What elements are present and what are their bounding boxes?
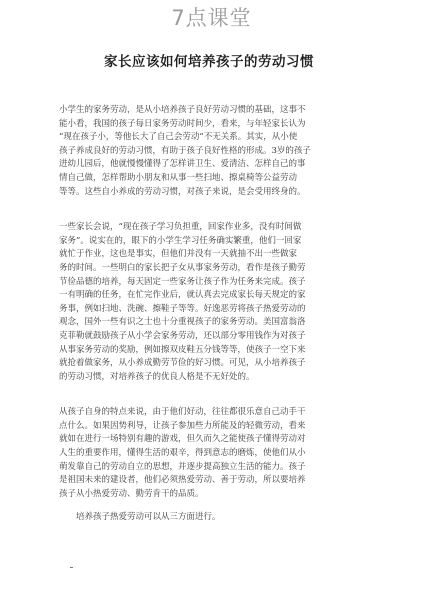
closing-line: 培养孩子热爱劳动可以从三方面进行。 bbox=[76, 512, 221, 523]
paragraph-line: 等等。这些自小养成的劳动习惯，对孩子来说，是会受用终身的。 bbox=[59, 186, 306, 197]
paragraph-line: 就抢着做家务，从小养成勤劳节俭的好习惯。可见，从小培养孩子 bbox=[59, 358, 306, 369]
paragraph-line: 的劳动习惯，对培养孩子的优良人格是不无好处的。 bbox=[59, 371, 255, 382]
paragraph-line: 一有明确的任务，在忙完作业后，就认真去完成家长每天规定的家 bbox=[59, 290, 306, 301]
paragraph-line: 人生的重要作用，懂得生活的艰辛，得到意志的磨炼，使他们从小 bbox=[59, 448, 306, 459]
body-paragraph bbox=[59, 104, 359, 199]
paragraph-line: 孩子养成良好的劳动习惯，有助于孩子良好性格的形成。3岁的孩子 bbox=[59, 145, 311, 156]
paragraph-line: 孩子从小热爱劳动、勤劳肯干的品质。 bbox=[59, 488, 204, 499]
paragraph-line: 节俭品德的培养，每天固定一些家务让孩子作为任务来完成。孩子 bbox=[59, 276, 306, 287]
paragraph-line: 一些家长会说，“现在孩子学习负担重，回家作业多，没有时间做 bbox=[59, 222, 302, 233]
paragraph-line: 就如在进行一场特别有趣的游戏，但久而久之能使孩子懂得劳动对 bbox=[59, 434, 306, 445]
paragraph-line: 观念，国外一些有识之士也十分重视孩子的家务劳动。美国富翁洛 bbox=[59, 317, 306, 328]
paragraph-line: 萌发靠自己的劳动自立的思想，并逐步提高独立生活的能力。孩子 bbox=[59, 461, 306, 472]
paragraph-line: 务事，例如扫地、洗碗、擦鞋子等等。好逸恶劳将孩子热爱劳动的 bbox=[59, 303, 306, 314]
paragraph-line: 情自己做，怎样帮助小朋友和从事一些扫地、擦桌椅等公益劳动 bbox=[59, 172, 298, 183]
paragraph-line: 从事家务劳动的奖励，例如擦双皮鞋五分钱等等，使孩子一空下来 bbox=[59, 344, 306, 355]
document-page bbox=[59, 50, 359, 525]
paragraph-line: 是祖国未来的建设者，他们必须热爱劳动、善于劳动，所以要培养 bbox=[59, 475, 306, 486]
body-paragraph bbox=[59, 406, 359, 501]
paragraph-line: 就忙于作业，这也是事实，但他们并没有一天就抽不出一些做家 bbox=[59, 249, 298, 260]
paragraph-line: 务的时间。一些明白的家长把子女从事家务劳动，看作是孩子勤劳 bbox=[59, 262, 306, 273]
paragraph-line: 家务”。说实在的，眼下的小学生学习任务确实繁重，他们一回家 bbox=[59, 235, 302, 246]
paragraph-line: 进幼儿园后，他就慢慢懂得了怎样讲卫生、爱清洁、怎样自己的事 bbox=[59, 159, 306, 170]
body-paragraph bbox=[59, 221, 359, 384]
page-caption: 7点课堂 bbox=[171, 6, 252, 30]
document-body bbox=[59, 104, 359, 501]
paragraph-line: 能小看，我国的孩子每日家务劳动时间少，看来，与年轻家长认为 bbox=[59, 118, 306, 129]
paragraph-line: 小学生的家务劳动，是从小培养孩子良好劳动习惯的基础，这事不 bbox=[59, 105, 306, 115]
paragraph-line: “现在孩子小，等他长大了自己会劳动”不无关系。其实，从小使 bbox=[59, 132, 298, 143]
document-title: 家长应该如何培养孩子的劳动习惯 bbox=[104, 54, 314, 70]
paragraph-line: 克菲勒就鼓励孩子从小学会家务劳动，还以部分零用钱作为对孩子 bbox=[59, 330, 306, 341]
paragraph-line: 点什么。如果因势利导，让孩子参加些力所能及的轻微劳动，看来 bbox=[59, 420, 306, 431]
scan-speck bbox=[70, 567, 73, 568]
paragraph-line: 从孩子自身的特点来说，由于他们好动，往往都很乐意自己动手干 bbox=[59, 407, 306, 418]
